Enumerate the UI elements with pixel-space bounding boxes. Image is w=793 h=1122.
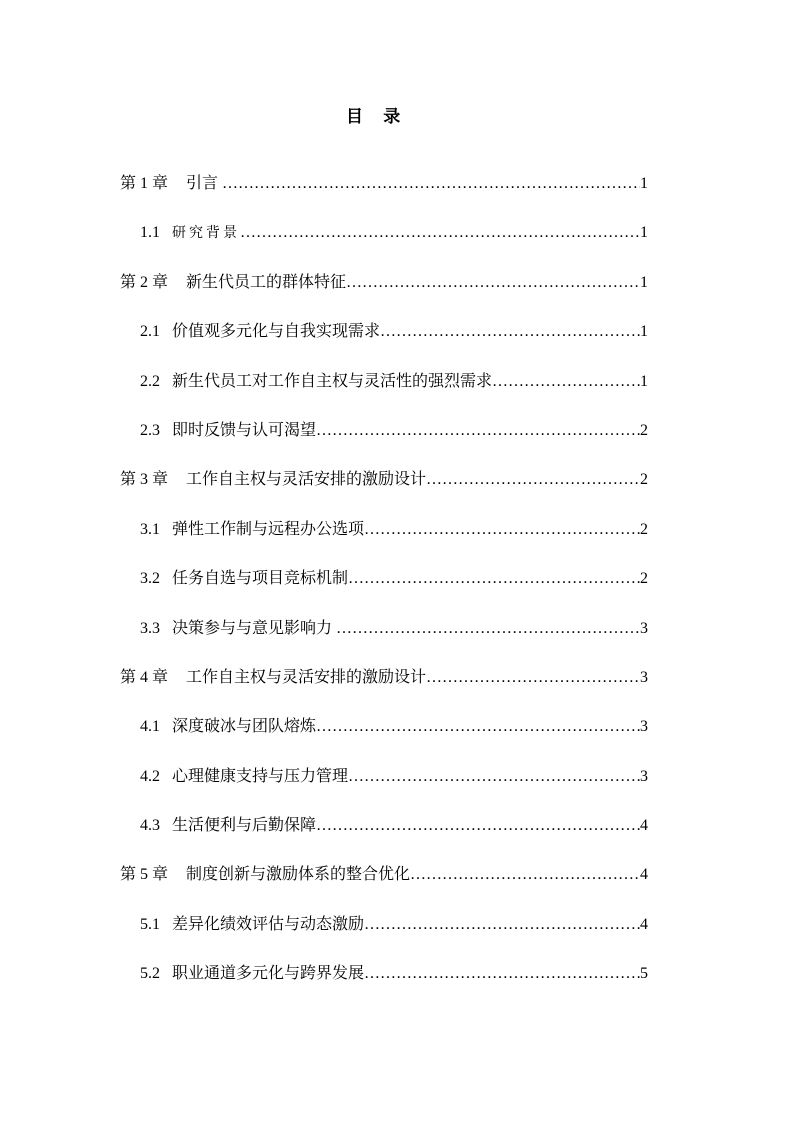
entry-title: 即时反馈与认可渴望 bbox=[172, 421, 317, 439]
entry-page-number: 3 bbox=[640, 767, 648, 785]
dot-leader bbox=[346, 258, 640, 307]
entry-number: 3.1 bbox=[140, 520, 160, 538]
entry-page-number: 1 bbox=[640, 372, 648, 390]
toc-entry-chapter bbox=[120, 258, 648, 307]
dot-leader bbox=[348, 752, 640, 801]
entry-number: 4.3 bbox=[140, 817, 160, 835]
entry-page-number: 4 bbox=[640, 817, 648, 835]
toc-entry-chapter bbox=[120, 850, 648, 899]
entry-title: 差异化绩效评估与动态激励 bbox=[172, 915, 365, 933]
entry-title: 任务自选与项目竞标机制 bbox=[172, 570, 349, 588]
dot-leader bbox=[240, 208, 640, 257]
entry-number: 2.3 bbox=[140, 421, 160, 439]
toc-entry-section bbox=[120, 949, 648, 998]
entry-number: 5.2 bbox=[140, 965, 160, 983]
dot-leader bbox=[316, 406, 640, 455]
entry-page-number: 2 bbox=[640, 570, 648, 588]
entry-page-number: 4 bbox=[640, 915, 648, 933]
toc-entry-section bbox=[120, 801, 648, 850]
toc-entry-section bbox=[120, 752, 648, 801]
dot-leader bbox=[364, 505, 640, 554]
entry-page-number: 2 bbox=[640, 471, 648, 489]
dot-leader bbox=[364, 900, 640, 949]
entry-title: 心理健康支持与压力管理 bbox=[172, 767, 349, 785]
entry-number: 4.1 bbox=[140, 718, 160, 736]
entry-page-number: 1 bbox=[640, 273, 648, 291]
dot-leader bbox=[336, 604, 640, 653]
entry-number: 第 2 章 bbox=[120, 273, 169, 291]
dot-leader bbox=[426, 455, 640, 504]
entry-number: 4.2 bbox=[140, 767, 160, 785]
entry-title: 价值观多元化与自我实现需求 bbox=[172, 323, 381, 341]
dot-leader bbox=[316, 801, 640, 850]
toc-entry-chapter bbox=[120, 455, 648, 504]
entry-title: 工作自主权与灵活安排的激励设计 bbox=[186, 471, 427, 489]
dot-leader bbox=[222, 159, 640, 208]
entry-title: 制度创新与激励体系的整合优化 bbox=[186, 866, 411, 884]
entry-number: 第 1 章 bbox=[120, 175, 169, 192]
entry-page-number: 4 bbox=[640, 866, 648, 884]
toc-entry-section bbox=[120, 505, 648, 554]
entry-title: 研究背景 bbox=[172, 226, 240, 242]
toc-entry-section bbox=[120, 900, 648, 949]
dot-leader bbox=[316, 702, 640, 751]
entry-title: 引言 bbox=[186, 175, 223, 192]
entry-page-number: 1 bbox=[640, 175, 648, 192]
toc-list bbox=[120, 159, 648, 999]
entry-page-number: 5 bbox=[640, 965, 648, 983]
dot-leader bbox=[426, 653, 640, 702]
entry-number: 第 3 章 bbox=[120, 471, 169, 489]
entry-page-number: 1 bbox=[640, 224, 648, 242]
entry-page-number: 2 bbox=[640, 520, 648, 538]
entry-title: 决策参与与意见影响力 bbox=[172, 619, 337, 637]
dot-leader bbox=[348, 554, 640, 603]
toc-entry-chapter bbox=[120, 159, 648, 208]
entry-number: 2.2 bbox=[140, 372, 160, 390]
entry-number: 3.2 bbox=[140, 570, 160, 588]
toc-entry-section bbox=[120, 554, 648, 603]
entry-number: 第 5 章 bbox=[120, 866, 169, 884]
toc-entry-section bbox=[120, 604, 648, 653]
toc-entry-section bbox=[120, 307, 648, 356]
entry-title: 弹性工作制与远程办公选项 bbox=[172, 520, 365, 538]
toc-entry-section bbox=[120, 208, 648, 257]
entry-number: 1.1 bbox=[140, 224, 160, 242]
entry-title: 职业通道多元化与跨界发展 bbox=[172, 965, 365, 983]
toc-entry-chapter bbox=[120, 653, 648, 702]
entry-page-number: 3 bbox=[640, 718, 648, 736]
entry-title: 工作自主权与灵活安排的激励设计 bbox=[186, 668, 427, 686]
dot-leader bbox=[492, 357, 640, 406]
entry-title: 深度破冰与团队熔炼 bbox=[172, 718, 317, 736]
toc-entry-section bbox=[120, 406, 648, 455]
entry-page-number: 1 bbox=[640, 323, 648, 341]
entry-title: 新生代员工对工作自主权与灵活性的强烈需求 bbox=[172, 372, 493, 390]
toc-entry-section bbox=[120, 702, 648, 751]
entry-number: 3.3 bbox=[140, 619, 160, 637]
entry-number: 5.1 bbox=[140, 915, 160, 933]
toc-heading: 目 录 bbox=[346, 107, 401, 126]
entry-page-number: 2 bbox=[640, 421, 648, 439]
entry-title: 新生代员工的群体特征 bbox=[186, 273, 347, 291]
entry-page-number: 3 bbox=[640, 668, 648, 686]
entry-page-number: 3 bbox=[640, 619, 648, 637]
entry-number: 第 4 章 bbox=[120, 668, 169, 686]
dot-leader bbox=[380, 307, 640, 356]
dot-leader bbox=[364, 949, 640, 998]
dot-leader bbox=[410, 850, 640, 899]
entry-title: 生活便利与后勤保障 bbox=[172, 817, 317, 835]
toc-entry-section bbox=[120, 357, 648, 406]
entry-number: 2.1 bbox=[140, 323, 160, 341]
